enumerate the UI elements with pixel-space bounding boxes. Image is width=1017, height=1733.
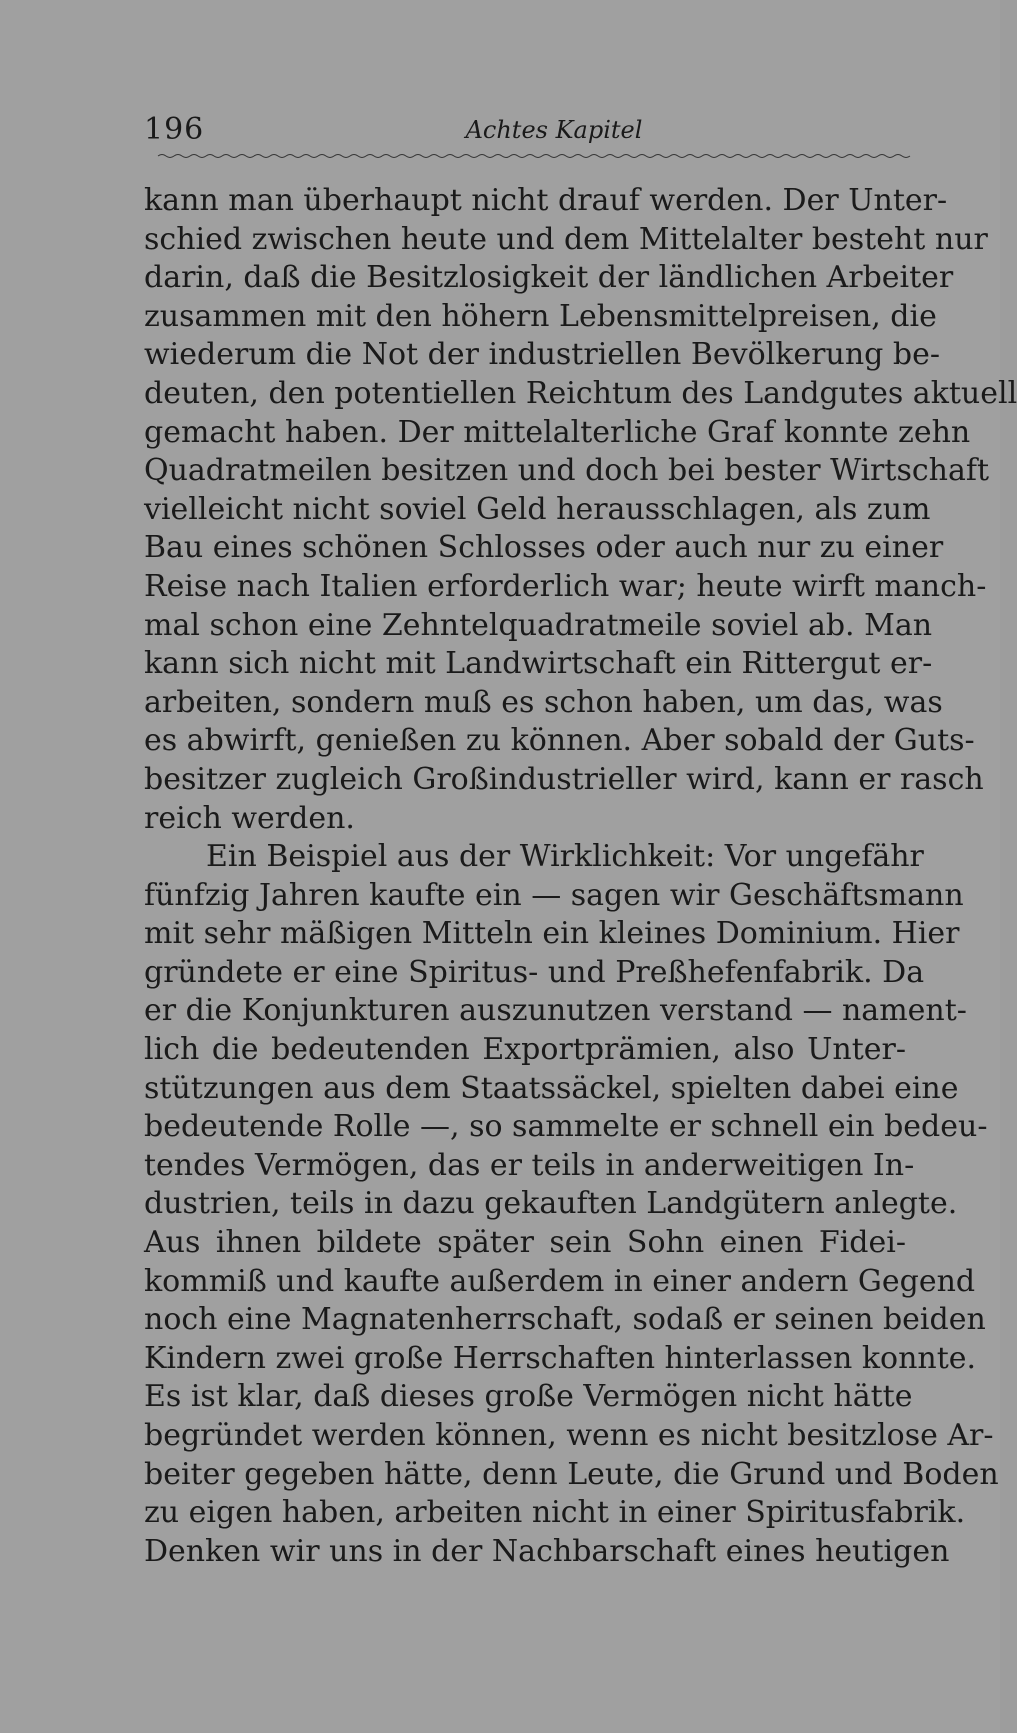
text-line: mit sehr mäßigen Mitteln ein kleines Dominium. Hier	[144, 916, 960, 952]
text-line: Bau eines schönen Schlosses oder auch nur zu einer	[144, 530, 944, 566]
text-line: Ein Beispiel aus der Wirklichkeit: Vor ungefähr	[206, 839, 924, 875]
text-line: beiter gegeben hätte, denn Leute, die Grund und Boden	[144, 1456, 999, 1492]
text-line: es abwirft, genießen zu können. Aber sobald der Guts-	[144, 723, 975, 759]
text-line: Es ist klar, daß dieses große Vermögen nicht hätte	[144, 1379, 913, 1415]
text-line: tendes Vermögen, das er teils in anderweitigen In-	[144, 1147, 915, 1183]
text-line: kommiß und kaufte außerdem in einer andern Gegend	[144, 1263, 976, 1299]
page-header	[144, 112, 904, 152]
text-line: noch eine Magnatenherrschaft, sodaß er seinen beiden	[144, 1302, 986, 1338]
text-line: schied zwischen heute und dem Mittelalter besteht nur	[144, 221, 988, 257]
text-line: Quadratmeilen besitzen und doch bei bester Wirtschaft	[144, 453, 990, 489]
text-line: deuten, den potentiellen Reichtum des Landgutes aktuell	[144, 375, 1017, 411]
text-line: fünfzig Jahren kaufte ein — sagen wir Geschäftsmann	[144, 877, 964, 913]
text-line: stützungen aus dem Staatssäckel, spielten dabei eine	[144, 1070, 959, 1106]
page-number: 196	[144, 112, 205, 147]
text-line: bedeutende Rolle —, so sammelte er schnell ein bedeu-	[144, 1109, 988, 1145]
text-line: kann man überhaupt nicht drauf werden. Der Unter-	[144, 183, 948, 218]
text-line: arbeiten, sondern muß es schon haben, um das, was	[144, 684, 943, 720]
body-text	[144, 182, 1017, 1571]
text-line: Reise nach Italien erforderlich war; heute wirft manch-	[144, 568, 987, 604]
text-line: dustrien, teils in dazu gekauften Landgütern anlegte.	[144, 1186, 958, 1222]
text-line: wiederum die Not der industriellen Bevölkerung be-	[144, 337, 940, 373]
text-line: Aus ihnen bildete später sein Sohn einen Fidei-	[144, 1225, 906, 1261]
text-line: er die Konjunkturen auszunutzen verstand — nament-	[144, 993, 967, 1029]
header-rule	[158, 153, 910, 159]
text-line: kann sich nicht mit Landwirtschaft ein Rittergut er-	[144, 646, 933, 682]
text-line: besitzer zugleich Großindustrieller wird, kann er rasch	[144, 761, 984, 797]
text-line: reich werden.	[144, 800, 355, 836]
text-line: mal schon eine Zehntelquadratmeile soviel ab. Man	[144, 607, 933, 643]
text-line: lich die bedeutenden Exportprämien, also Unter-	[144, 1032, 906, 1068]
text-line: Denken wir uns in der Nachbarschaft eines heutigen	[144, 1533, 950, 1569]
running-head: Achtes Kapitel	[465, 116, 643, 144]
text-line: zu eigen haben, arbeiten nicht in einer Spiritusfabrik.	[144, 1495, 966, 1531]
text-line: gründete er eine Spiritus- und Preßhefenfabrik. Da	[144, 954, 925, 990]
text-line: vielleicht nicht soviel Geld herausschlagen, als zum	[144, 491, 931, 527]
text-line: Kindern zwei große Herrschaften hinterlassen konnte.	[144, 1340, 977, 1376]
text-line: begründet werden können, wenn es nicht besitzlose Ar-	[144, 1418, 994, 1453]
text-line: darin, daß die Besitzlosigkeit der ländlichen Arbeiter	[144, 260, 954, 296]
text-line: zusammen mit den höhern Lebensmittelpreisen, die	[144, 298, 937, 334]
text-line: gemacht haben. Der mittelalterliche Graf konnte zehn	[144, 414, 971, 450]
